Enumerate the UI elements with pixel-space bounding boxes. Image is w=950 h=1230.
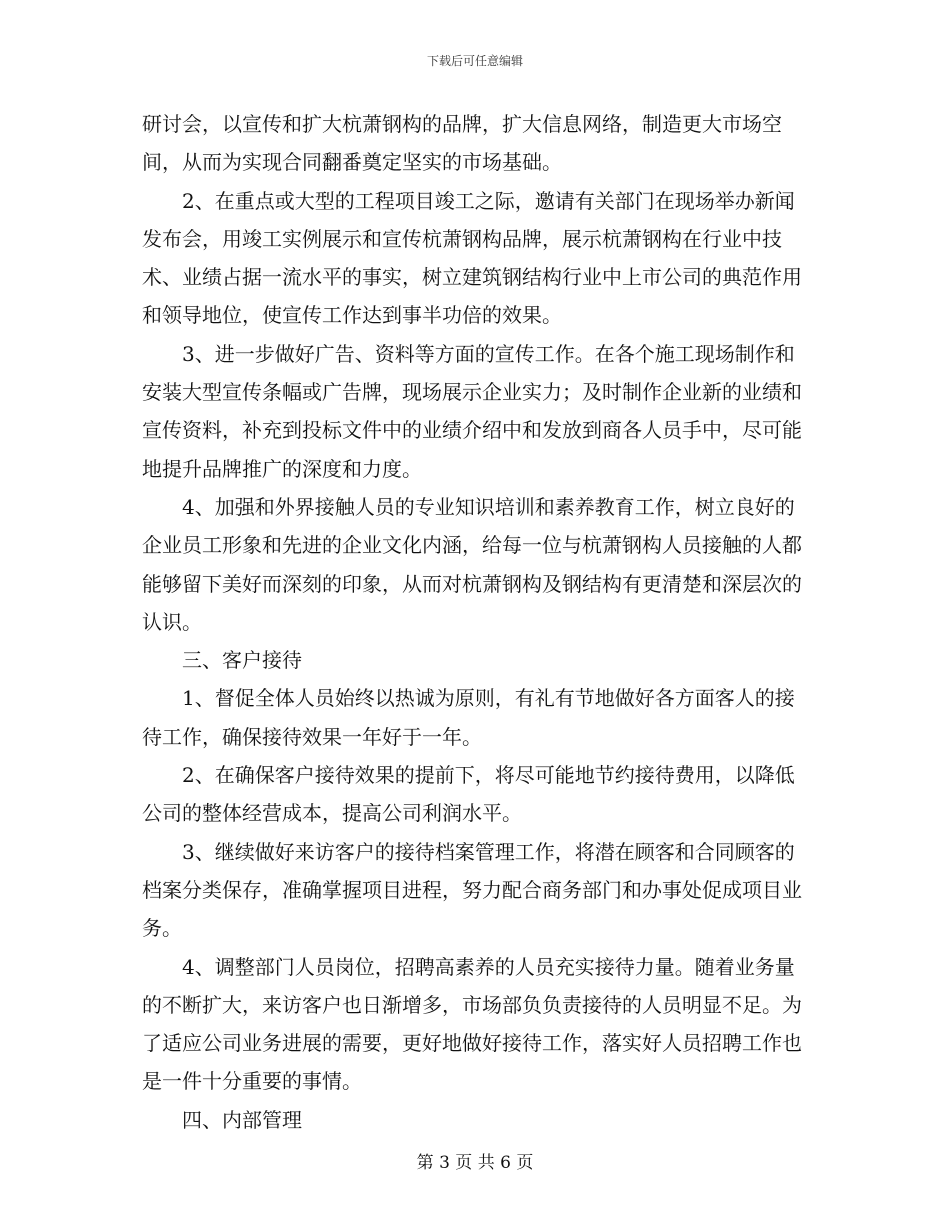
header-note: 下载后可任意编辑 — [426, 54, 523, 68]
paragraph-item-2-press-conference: 2、在重点或大型的工程项目竣工之际，邀请有关部门在现场举办新闻发布会，用竣工实例展示和宣传杭萧钢构品牌，展示杭萧钢构在行业中技术、业绩占据一流水平的事实，树立建筑钢结构行业中上市公司的典范作用和领导地位，使宣传工作达到事半功倍的效果。 — [142, 188, 802, 328]
paragraph-reception-item-4: 4、调整部门人员岗位，招聘高素养的人员充实接待力量。随着业务量的不断扩大，来访客户也日渐增多，市场部负负责接待的人员明显不足。为了适应公司业务进展的需要，更好地做好接待工作，落实好人员招聘工作也是一件十分重要的事情。 — [142, 954, 802, 1094]
paragraph-continuation: 研讨会，以宣传和扩大杭萧钢构的品牌，扩大信息网络，制造更大市场空间，从而为实现合同翻番奠定坚实的市场基础。 — [142, 112, 782, 175]
section-heading-internal-management: 四、内部管理 — [182, 1107, 302, 1132]
paragraph-reception-item-1: 1、督促全体人员始终以热诚为原则，有礼有节地做好各方面客人的接待工作，确保接待效果一年好于一年。 — [142, 686, 795, 749]
page-number-footer: 第 3 页 共 6 页 — [416, 1153, 534, 1173]
paragraph-item-4-training: 4、加强和外界接触人员的专业知识培训和素养教育工作，树立良好的企业员工形象和先进的企业文化内涵，给每一位与杭萧钢构人员接触的人都能够留下美好而深刻的印象，从而对杭萧钢构及钢结构有更清楚和深层次的认识。 — [142, 494, 802, 634]
paragraph-item-3-advertising: 3、进一步做好广告、资料等方面的宣传工作。在各个施工现场制作和安装大型宣传条幅或广告牌，现场展示企业实力；及时制作企业新的业绩和宣传资料，补充到投标文件中的业绩介绍中和发放到商各人员手中，尽可能地提升品牌推广的深度和力度。 — [142, 341, 802, 481]
document-body — [142, 105, 808, 1139]
section-heading-customer-reception: 三、客户接待 — [182, 648, 302, 673]
paragraph-reception-item-2: 2、在确保客户接待效果的提前下，将尽可能地节约接待费用，以降低公司的整体经营成本，提高公司利润水平。 — [142, 763, 795, 826]
paragraph-reception-item-3: 3、继续做好来访客户的接待档案管理工作，将潜在顾客和合同顾客的档案分类保存，准确掌握项目进程，努力配合商务部门和办事处促成项目业务。 — [142, 839, 802, 941]
